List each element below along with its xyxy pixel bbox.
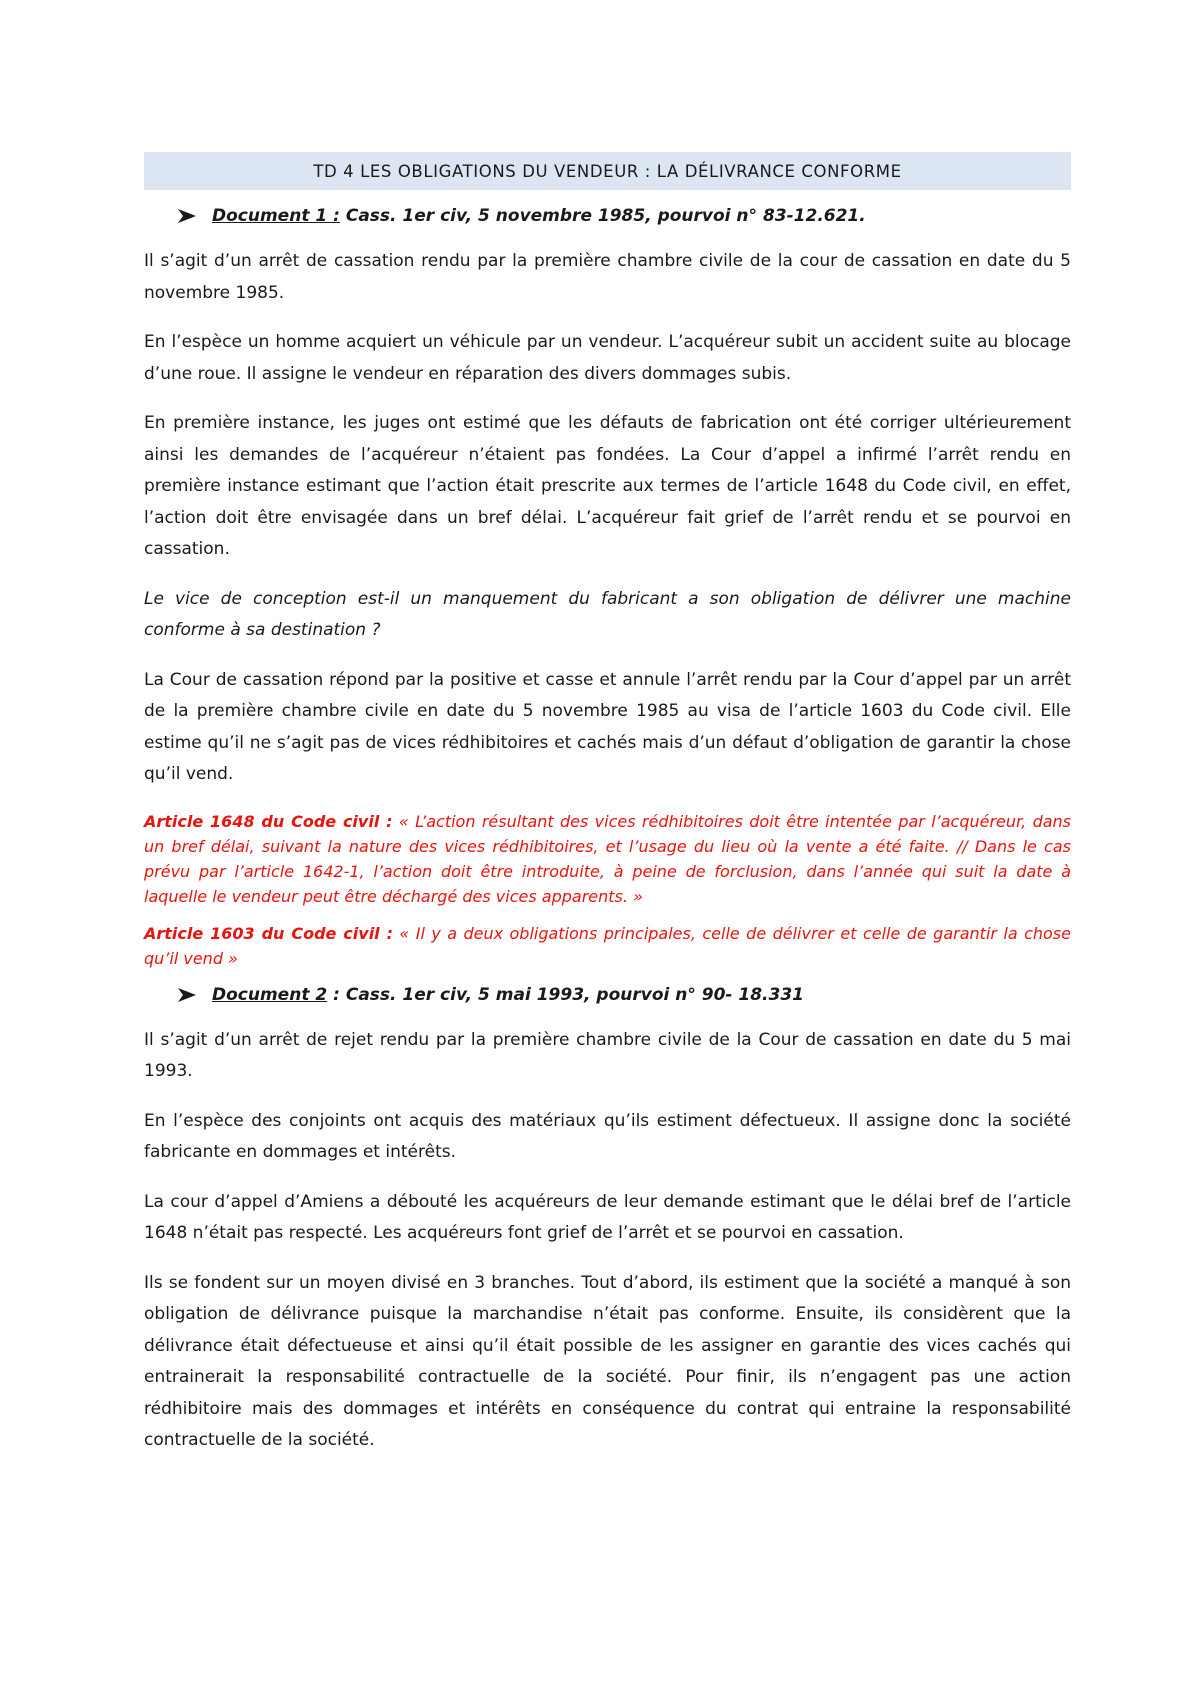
doc1-paragraph-facts: En l’espèce un homme acquiert un véhicule par un vendeur. L’acquéreur subit un accident suite au blocage d’une roue. Il assigne le vendeur en réparation des divers dommages subis. [144, 332, 1071, 384]
doc2-paragraph-facts: En l’espèce des conjoints ont acquis des matériaux qu’ils estiment défectueux. Il assigne donc la société fabricante en dommages et intérêts. [144, 1110, 1071, 1162]
article-1648-label: Article 1648 du Code civil : [144, 811, 393, 831]
doc1-paragraph-procedure: En première instance, les juges ont estimé que les défauts de fabrication ont été corriger ultérieurement ainsi les demandes de l’acquéreur n’étaient pas fondées. La Cour d’appel a infirmé l’arrêt rendu en première instance estimant que l’action était prescrite aux termes de l’article 1648 du Code civil, en effet, l’action doit être envisagée dans un bref délai. L’acquéreur fait grief de l’arrêt rendu et se pourvoi en cassation. [144, 413, 1071, 559]
doc2-paragraph-procedure: La cour d’appel d’Amiens a débouté les acquéreurs de leur demande estimant que le délai bref de l’article 1648 n’était pas respecté. Les acquéreurs font grief de l’arrêt et se pourvoi en cassation. [144, 1191, 1071, 1243]
doc1-legal-question: Le vice de conception est-il un manquement du fabricant a son obligation de délivrer une machine conforme à sa destination ? [144, 588, 1071, 640]
doc1-paragraph-intro: Il s’agit d’un arrêt de cassation rendu par la première chambre civile de la cour de cassation en date du 5 novembre 1985. [144, 251, 1071, 303]
page-title: TD 4 LES OBLIGATIONS DU VENDEUR : LA DÉLIVRANCE CONFORME [144, 152, 1071, 190]
article-1603-text: « Il y a deux obligations principales, celle de délivrer et celle de garantir la chose qu’il vend » [144, 923, 1071, 968]
document-1-reference: Cass. 1er civ, 5 novembre 1985, pourvoi n° 83-12.621. [339, 206, 866, 226]
article-1648-citation [144, 809, 1071, 909]
document-2-label: Document 2 [212, 984, 328, 1005]
document-1-label: Document 1 : [212, 206, 340, 226]
article-1648-text: « L’action résultant des vices rédhibitoires doit être intentée par l’acquéreur, dans un bref délai, suivant la nature des vices rédhibitoires, et l’usage du lieu où la vente a été faite. // Dans le cas prévu par l’article 1642-1, l’action doit être introduite, à peine de forclusion, dans l’année qui suit la date à laquelle le vendeur peut être déchargé des vices apparents. » [144, 811, 1072, 906]
doc2-paragraph-intro: Il s’agit d’un arrêt de rejet rendu par la première chambre civile de la Cour de cassation en date du 5 mai 1993. [144, 1029, 1071, 1081]
document-1-heading [144, 204, 1071, 228]
arrow-bullet-icon [176, 987, 198, 1003]
document-2-reference: : Cass. 1er civ, 5 mai 1993, pourvoi n° 90- 18.331 [327, 984, 804, 1005]
document-2-heading [144, 983, 1071, 1007]
arrow-bullet-icon [176, 208, 198, 224]
doc2-paragraph-arguments: Ils se fondent sur un moyen divisé en 3 branches. Tout d’abord, ils estiment que la société a manqué à son obligation de délivrance puisque la marchandise n’était pas conforme. Ensuite, ils considèrent que la délivrance était défectueuse et ainsi qu’il était possible de les assigner en garantie des vices cachés qui entrainerait la responsabilité contractuelle de la société. Pour finir, ils n’engagent pas une action rédhibitoire mais des dommages et intérêts en conséquence du contrat qui entraine la responsabilité contractuelle de la société. [144, 1272, 1071, 1450]
article-1603-label: Article 1603 du Code civil : [144, 923, 393, 943]
article-1603-citation [144, 921, 1071, 971]
doc1-paragraph-solution: La Cour de cassation répond par la positive et casse et annule l’arrêt rendu par la Cour d’appel par un arrêt de la première chambre civile en date du 5 novembre 1985 au visa de l’article 1603 du Code civil. Elle estime qu’il ne s’agit pas de vices rédhibitoires et cachés mais d’un défaut d’obligation de garantir la chose qu’il vend. [144, 669, 1071, 784]
document-content [144, 152, 1071, 1475]
